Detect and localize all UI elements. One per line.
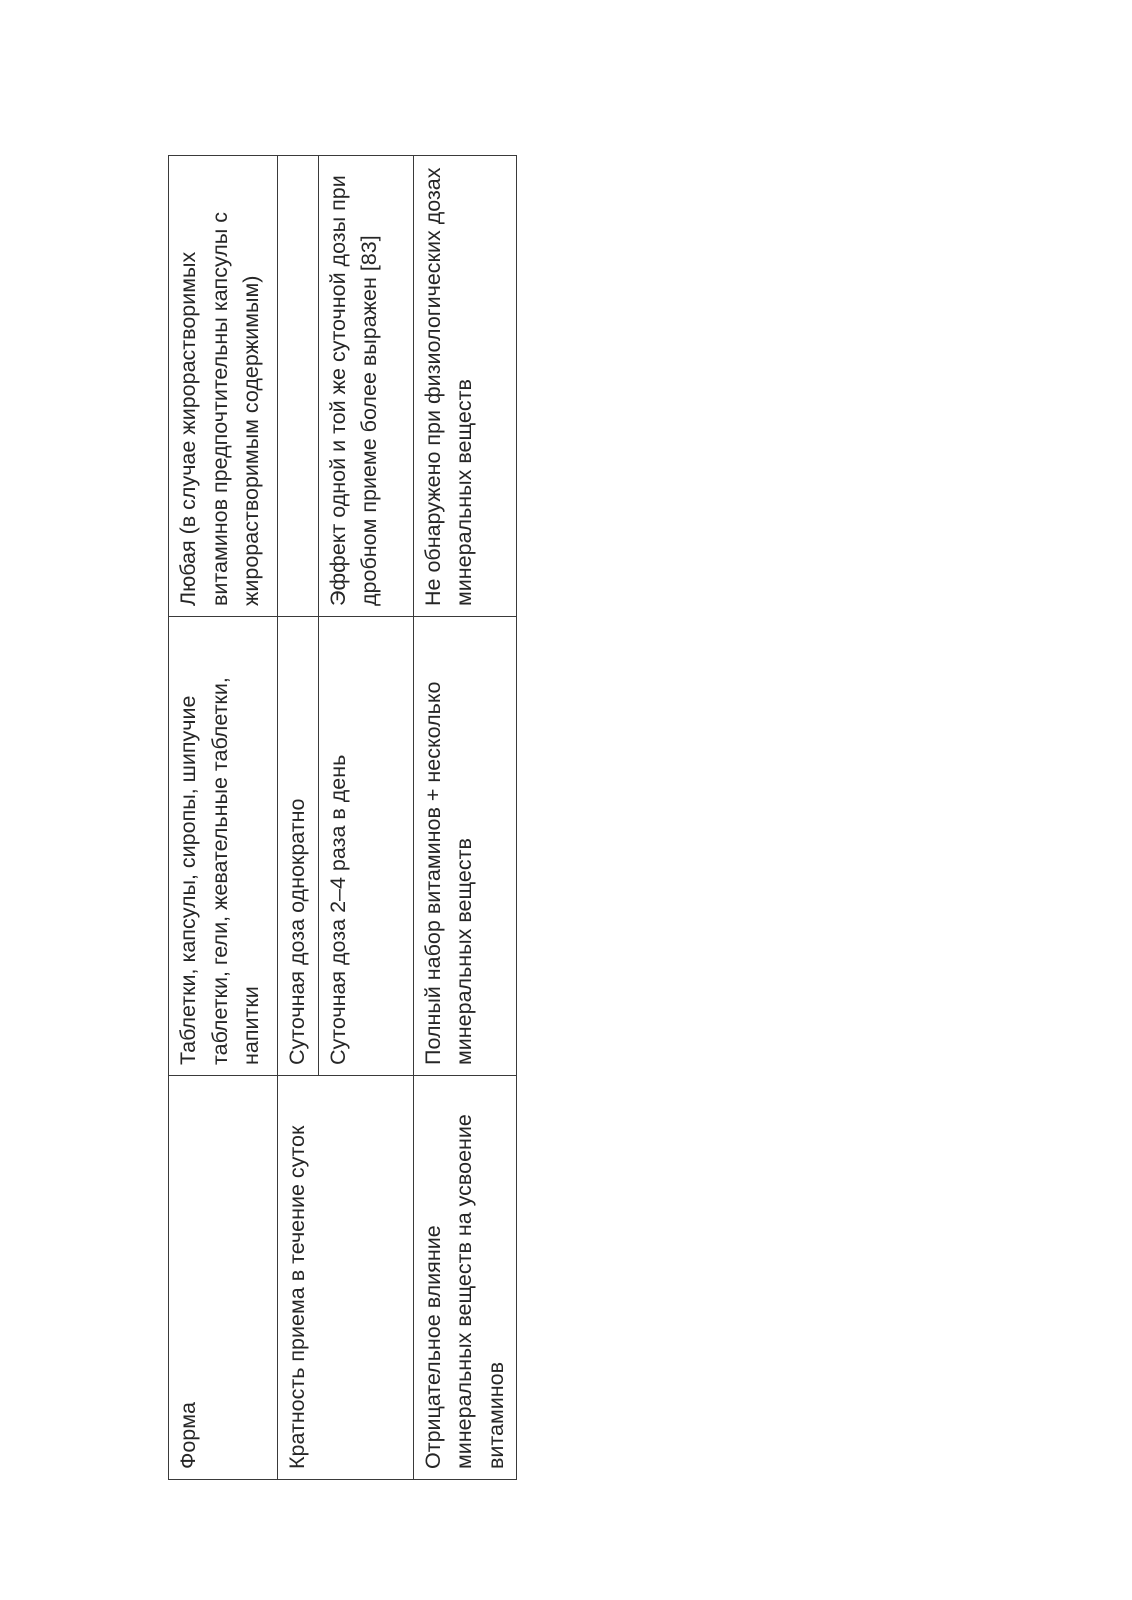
rotated-table-wrapper [168, 156, 507, 1480]
table-cell: Таблетки, капсулы, сиропы, шипучие таблетки, гели, жевательные таблетки, напитки [169, 617, 278, 1076]
row-label-cell: Отрицательное влияние минеральных веществ на усвоение витаминов [413, 1076, 517, 1480]
table-cell: Любая (в случае жирорастворимых витаминов предпочтительны капсулы с жирорастворимым содержимым) [169, 156, 278, 617]
table-cell: Не обнаружено при физиологических дозах минеральных веществ [413, 156, 517, 617]
table-cell: Эффект одной и той же суточной дозы при дробном приеме более выражен [83] [318, 156, 413, 617]
table-row [413, 156, 517, 1480]
table-cell: Суточная доза однократно [278, 617, 319, 1076]
table-cell: Полный набор витаминов + несколько минеральных веществ [413, 617, 517, 1076]
comparison-table [168, 155, 517, 1480]
table-row [169, 156, 278, 1480]
table-row [278, 156, 319, 1480]
row-label-cell: Кратность приема в течение суток [278, 1076, 414, 1480]
row-label-cell: Форма [169, 1076, 278, 1480]
table-cell [278, 156, 319, 617]
table-cell: Суточная доза 2–4 раза в день [318, 617, 413, 1076]
